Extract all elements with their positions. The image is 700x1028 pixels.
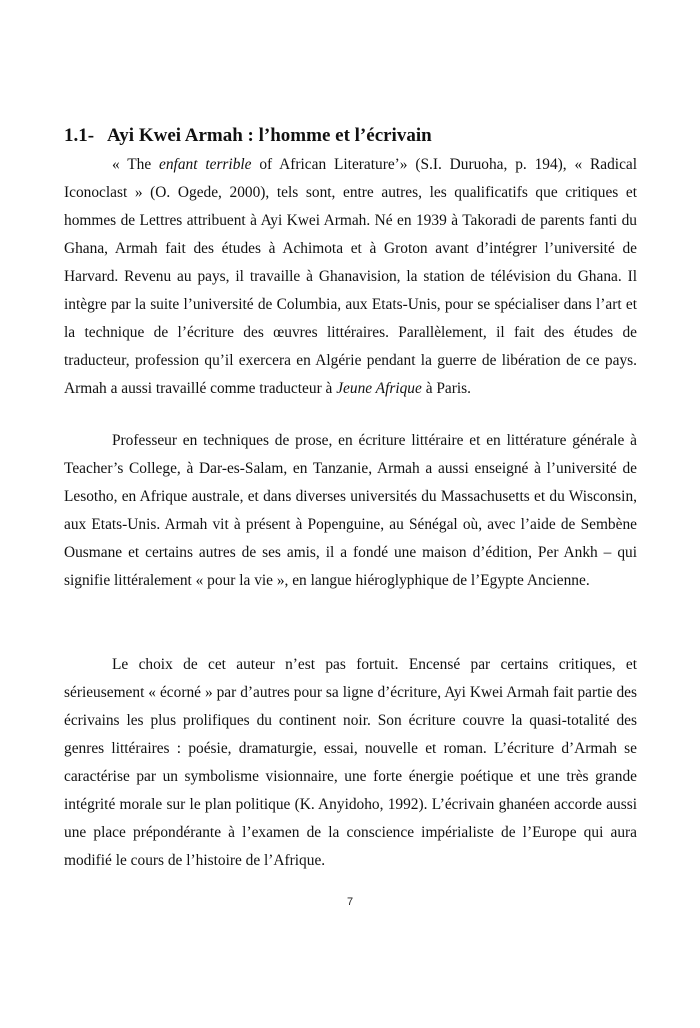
italic-title-jeune-afrique: Jeune Afrique: [336, 380, 422, 397]
paragraph-career: [64, 427, 637, 595]
section-heading: [64, 124, 644, 148]
text-segment: Professeur en techniques de prose, en écriture littéraire et en littérature générale à Teacher’s College, à Dar-es-Salam, en Tanzanie, Armah a aussi enseigné à l’université de Lesotho, en Afrique australe, et dans diverses universités du Massachusetts et du Wisconsin, aux Etats-Unis. Armah vit à présent à Popenguine, au Sénégal où, avec l’aide de Sembène Ousmane et certains autres de ses amis, il a fondé une maison d’édition, Per Ankh – qui signifie littéralement « pour la vie », en langue hiéroglyphique de l’Egypte Ancienne.: [64, 432, 637, 589]
page-number: 7: [346, 896, 354, 908]
text-segment: à Paris.: [421, 380, 471, 397]
section-title: Ayi Kwei Armah : l’homme et l’écrivain: [107, 125, 432, 146]
paragraph-biography: [64, 151, 637, 403]
text-segment: of African Literature’» (S.I. Duruoha, p. 194), « Radical Iconoclast » (O. Ogede, 2000), tels sont, entre autres, les qualificatifs que critiques et hommes de Lettres attribuent à Ayi Kwei Armah. Né en 1939 à Takoradi de parents fanti du Ghana, Armah fait des études à Achimota et à Groton avant d’intégrer l’université de Harvard. Revenu au pays, il travaille à Ghanavision, la station de télévision du Ghana. Il intègre par la suite l’université de Columbia, aux Etats-Unis, pour se spécialiser dans l’art et la technique de l’écriture des œuvres littéraires. Parallèlement, il fait des études de traducteur, profession qu’il exercera en Algérie pendant la guerre de libération de ce pays. Armah a aussi travaillé comme traducteur à: [64, 156, 638, 397]
text-segment: « The: [112, 156, 160, 173]
section-number: 1.1-: [64, 125, 95, 146]
italic-term-enfant-terrible: enfant terrible: [159, 156, 252, 173]
text-segment: Le choix de cet auteur n’est pas fortuit. Encensé par certains critiques, et sérieusement « écorné » par d’autres pour sa ligne d’écriture, Ayi Kwei Armah fait partie des écrivains les plus prolifiques du continent noir. Son écriture couvre la quasi-totalité des genres littéraires : poésie, dramaturgie, essai, nouvelle et roman. L’écriture d’Armah se caractérise par un symbolisme visionnaire, une forte énergie poétique et une très grande intégrité morale sur le plan politique (K. Anyidoho, 1992). L’écrivain ghanéen accorde aussi une place prépondérante à l’examen de la conscience impérialiste de l’Europe qui aura modifié le cours de l’histoire de l’Afrique.: [64, 656, 637, 869]
paragraph-author-choice: [64, 651, 637, 875]
